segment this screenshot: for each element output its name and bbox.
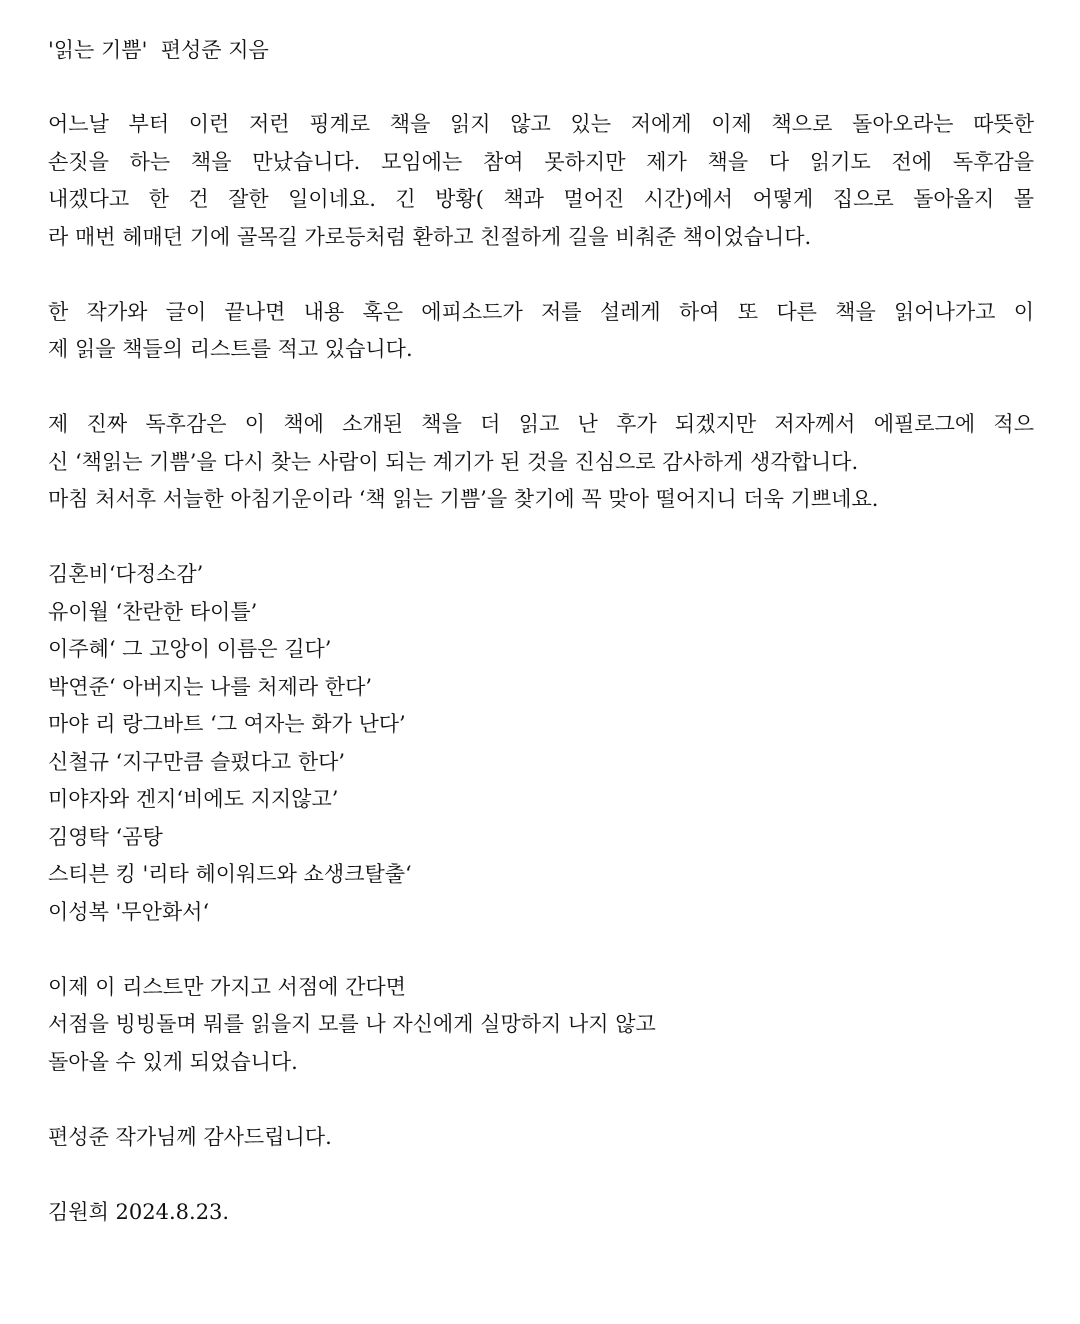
list-item: 신철규 ‘지구만큼 슬펐다고 한다’: [48, 749, 346, 774]
list-item: 스티븐 킹 '리타 헤이워드와 쇼생크탈출‘: [48, 862, 412, 886]
signature-line: 김원희 2024.8.23.: [48, 1199, 230, 1224]
text-line: 한 작가와 글이 끝나면 내용 혹은 에피소드가 저를 설레게 하여 또 다른 책을 읽어나가고 이: [48, 299, 1034, 324]
text-line: 제 읽을 책들의 리스트를 적고 있습니다.: [48, 337, 413, 361]
document-page: [48, 32, 1034, 1269]
text-line: 이제 이 리스트만 가지고 서점에 간다면: [48, 974, 406, 999]
document-title: '읽는 기쁨' 편성준 지음: [48, 38, 269, 62]
text-line: 어느날 부터 이런 저런 핑계로 책을 읽지 않고 있는 저에게 이제 책으로 돌아오라는 따뜻한: [48, 112, 1034, 136]
text-line: 마침 처서후 서늘한 아침기운이라 ‘책 읽는 기쁨’을 찾기에 꼭 맞아 떨어지니 더욱 기쁘네요.: [48, 487, 879, 511]
text-line: 내겠다고 한 건 잘한 일이네요. 긴 방황( 책과 멀어진 시간)에서 어떻게 집으로 돌아올지 몰: [48, 187, 1034, 211]
list-item: 박연준‘ 아버지는 나를 처제라 한다’: [48, 674, 373, 699]
paragraph-3: [48, 406, 1034, 519]
list-item: 이성복 '무안화서‘: [48, 899, 210, 924]
paragraph-4: [48, 969, 1034, 1082]
text-line: 라 매번 헤매던 기에 골목길 가로등처럼 환하고 친절하게 길을 비춰준 책이었습니다.: [48, 224, 812, 249]
text-line: 서점을 빙빙돌며 뭐를 읽을지 모를 나 자신에게 실망하지 나지 않고: [48, 1012, 656, 1036]
text-line: 손짓을 하는 책을 만났습니다. 모임에는 참여 못하지만 제가 책을 다 읽기도 전에 독후감을: [48, 149, 1034, 174]
list-item: 이주혜‘ 그 고앙이 이름은 길다’: [48, 637, 332, 661]
list-item: 유이월 ‘찬란한 타이틀’: [48, 599, 258, 624]
thanks-line: 편성준 작가님께 감사드립니다.: [48, 1124, 332, 1149]
list-item: 김영탁 ‘곰탕: [48, 824, 163, 849]
text-line: 돌아올 수 있게 되었습니다.: [48, 1049, 298, 1074]
paragraph-2: [48, 294, 1034, 369]
text-line: 제 진짜 독후감은 이 책에 소개된 책을 더 읽고 난 후가 되겠지만 저자께서 에필로그에 적으: [48, 412, 1034, 436]
text-line: 신 ‘책읽는 기쁨’을 다시 찾는 사람이 되는 계기가 된 것을 진심으로 감사하게 생각합니다.: [48, 449, 859, 474]
list-item: 미야자와 겐지‘비에도 지지않고’: [48, 787, 339, 811]
paragraph-1: [48, 106, 1034, 256]
book-list: [48, 556, 1034, 931]
list-item: 김혼비‘다정소감’: [48, 562, 204, 586]
list-item: 마야 리 랑그바트 ‘그 여자는 화가 난다’: [48, 712, 406, 736]
